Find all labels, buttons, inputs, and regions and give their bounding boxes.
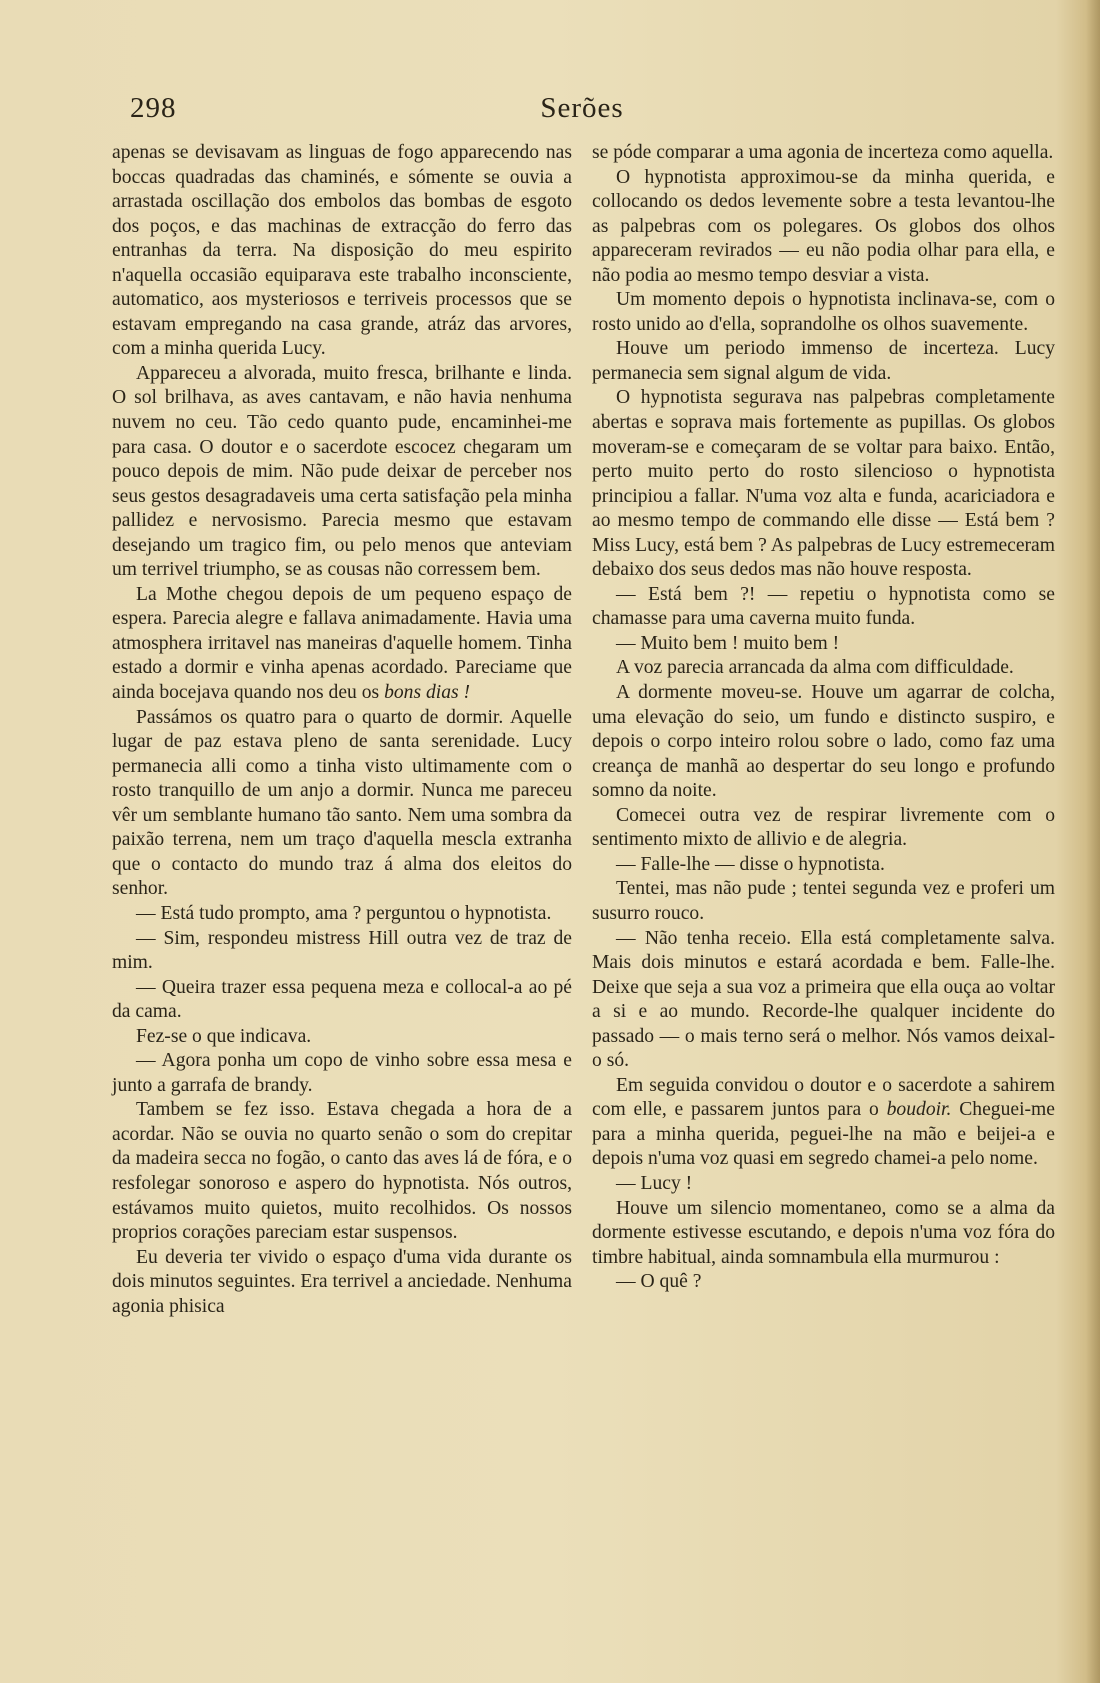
right-column [592,141,1055,1295]
dialogue-line: — Queira trazer essa pequena meza e collocal-a ao pé da cama. [112,976,572,1023]
dialogue-line: — Agora ponha um copo de vinho sobre essa mesa e junto a garrafa de brandy. [112,1050,572,1096]
paragraph-text: Cheguei-me para a minha querida, peguei-lhe na mão e beijei-a e depois n'uma voz quasi em segredo chamei-a pelo nome. [592,1099,1055,1170]
paragraph: Um momento depois o hypnotista inclinava-se, com o rosto unido ao d'ella, soprandolhe os olhos suavemente. [592,289,1055,335]
paragraph-text: La Mothe chegou depois de um pequeno espaço de espera. Parecia alegre e fallava animadamente. Havia uma atmosphera irritavel nas maneiras d'aquelle homem. Tinha estado a dormir e vinha apenas acordado. Pareciame que ainda bocejava quando nos deu os [112,583,572,704]
paragraph: Fez-se o que indicava. [136,1025,312,1047]
left-column [112,141,572,1319]
paragraph: Eu deveria ter vivido o espaço d'uma vida durante os dois minutos seguintes. Era terrivel a anciedade. Nenhuma agonia phisica [112,1246,572,1317]
page-edge-shadow [1086,0,1100,1683]
dialogue-line: — Falle-lhe — disse o hypnotista. [616,853,885,875]
paragraph: O hypnotista segurava nas palpebras completamente abertas e soprava mais fortemente as pupillas. Os globos moveram-se e começaram de se voltar para baixo. Então, perto muito perto do rosto silencioso o hypnotista principiou a fallar. N'uma voz alta e funda, acariciadora e ao mesmo tempo de commando elle disse — Está bem ? Miss Lucy, está bem ? As palpebras de Lucy estremeceram debaixo dos seus dedos mas não houve resposta. [592,387,1055,581]
paragraph: Appareceu a alvorada, muito fresca, brilhante e linda. O sol brilhava, as aves cantavam, e não havia nenhuma nuvem no ceu. Tão cedo quanto pude, encaminhei-me para casa. O doutor e o sacerdote escocez chegaram um pouco depois de mim. Não pude deixar de perceber nos seus gestos desagradaveis uma certa satisfação pela minha pallidez e nervosismo. Parecia mesmo que estavam desejando um tragico fim, ou pelo menos que anteviam um terrivel triumpho, se as cousas não corressem bem. [112,362,572,581]
page-number: 298 [130,92,177,124]
page-header [112,92,1052,132]
paragraph: Comecei outra vez de respirar livremente com o sentimento mixto de allivio e de alegria. [592,804,1055,851]
paragraph: O hypnotista approximou-se da minha querida, e collocando os dedos levemente sobre a testa levantou-lhe as palpebras com os polegares. Os globos dos olhos appareceram revirados — eu não podia olhar para ella, e não podia ao mesmo tempo desviar a vista. [592,166,1055,286]
paragraph: Tambem se fez isso. Estava chegada a hora de a acordar. Não se ouvia no quarto senão o som do crepitar da madeira secca no fogão, o canto das aves lá de fóra, e o resfolegar sonoroso e aspero do hypnotista. Nós outros, estávamos muito quietos, muito recolhidos. Os nossos proprios corações pareciam estar suspensos. [112,1099,572,1244]
paragraph: Houve um periodo immenso de incerteza. Lucy permanecia sem signal algum de vida. [592,338,1055,384]
dialogue-line: — Está bem ?! — repetiu o hypnotista como se chamasse para uma caverna muito funda. [592,583,1055,630]
paragraph: A voz parecia arrancada da alma com difficuldade. [616,657,1014,679]
paragraph: se póde comparar a uma agonia de incerteza como aquella. [592,142,1054,163]
paragraph: Passámos os quatro para o quarto de dormir. Aquelle lugar de paz estava pleno de santa serenidade. Lucy permanecia alli como a tinha visto ultimamente com o rosto tranquillo de um anjo a dormir. Nunca me pareceu vêr um semblante humano tão santo. Nem uma sombra da paixão terrena, nem um traço d'aquella mescla extranha que o contacto do mundo traz á alma dos eleitos do senhor. [112,706,572,900]
paragraph [592,1074,1055,1172]
dialogue-line: — Não tenha receio. Ella está completamente salva. Mais dois minutos e estará acordada e bem. Falle-lhe. Deixe que seja a sua voz a primeira que ella ouça ao voltar a si e ao mundo. Recorde-lhe qualquer incidente do passado — o mais terno será o melhor. Nós vamos deixal-o só. [592,927,1055,1072]
dialogue-line: — Está tudo prompto, ama ? perguntou o hypnotista. [136,902,552,924]
dialogue-line: — Lucy ! [616,1172,693,1194]
paragraph: apenas se devisavam as linguas de fogo apparecendo nas boccas quadradas das chaminés, e sómente se ouvia a arrastada oscillação dos embolos das bombas de esgoto dos poços, e das machinas de extracção do ferro das entranhas da terra. Na disposição do meu espirito n'aquella occasião equiparava este trabalho inconsciente, automatico, aos mysteriosos e terriveis processos que se estavam empregando na casa grande, atráz das arvores, com a minha querida Lucy. [112,142,572,360]
running-title: Serões [540,92,624,124]
dialogue-line: — Muito bem ! muito bem ! [616,632,840,654]
dialogue-line: — Sim, respondeu mistress Hill outra vez de traz de mim. [112,927,572,974]
dialogue-line: — O quê ? [616,1271,702,1293]
paragraph [112,583,572,706]
paragraph: Houve um silencio momentaneo, como se a alma da dormente estivesse escutando, e depois n'uma voz fóra do timbre habitual, ainda somnambula ella murmurou : [592,1197,1055,1268]
paragraph: A dormente moveu-se. Houve um agarrar de colcha, uma elevação do seio, um fundo e distincto suspiro, e depois o corpo inteiro rolou sobre o lado, como faz uma creança de manhã ao despertar do seu longo e profundo somno da noite. [592,682,1055,802]
italic-phrase: boudoir. [886,1099,952,1121]
paragraph: Tentei, mas não pude ; tentei segunda vez e proferi um susurro rouco. [592,878,1055,924]
paragraph-text: Em seguida convidou o doutor e o sacerdote a sahirem com elle, e passarem juntos para o [592,1074,1055,1121]
italic-phrase: bons dias ! [384,682,471,704]
